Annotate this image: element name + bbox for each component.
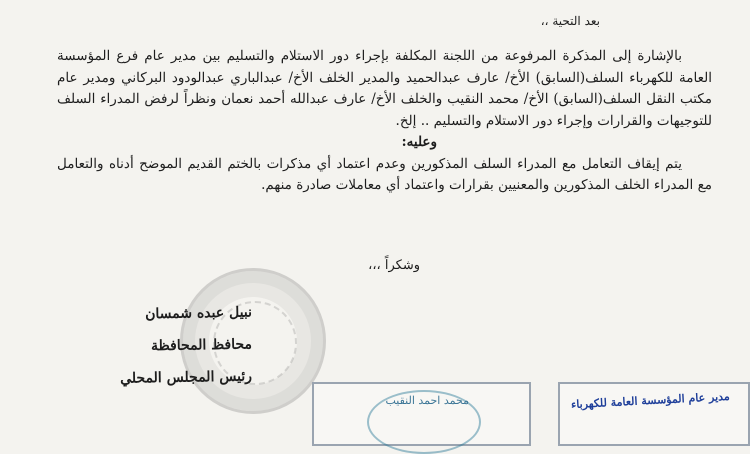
old-stamp-left — [312, 382, 531, 446]
greeting: بعد التحية ،، — [540, 14, 600, 28]
signatory-title: محافظ المحافظة — [150, 336, 253, 355]
signatory-subtitle: رئيس المجلس المحلي — [120, 368, 253, 387]
stamp-left-text: محمد احمد النقيب — [385, 394, 469, 407]
signature-block — [82, 298, 252, 394]
letter-body — [57, 46, 712, 197]
signatory-name: نبيل عبده شمسان — [145, 304, 253, 323]
stamp-right-text: مدير عام المؤسسة العامة للكهرباء — [570, 389, 731, 412]
old-stamp-right — [558, 382, 750, 446]
section-heading: وعليه: — [401, 134, 437, 150]
paragraph-reference: بالإشارة إلى المذكرة المرفوعة من اللجنة المكلفة بإجراء دور الاستلام والتسليم بين مدير عام فرع المؤسسة العامة للكهرباء السلف(السابق) الأخ/ عارف عبدالحميد والمدير الخلف الأخ/ عبدالباري عبدالودود البركاني ومدير عام مكتب النقل السلف(السابق) الأخ/ محمد النقيب والخلف الأخ/ عارف عبدالله أحمد نعمان ونظراً لرفض المدراء السلف للتوجيهات والقرارات وإجراء دور الاستلام والتسليم .. إلخ. — [57, 48, 712, 129]
closing-thanks: وشكراً ،،، — [368, 258, 420, 273]
paragraph-decision: يتم إيقاف التعامل مع المدراء السلف المذكورين وعدم اعتماد أي مذكرات بالختم القديم الموضح أدناه والتعامل مع المدراء الخلف المذكورين والمعنيين بقرارات واعتماد أي معاملات صادرة منهم. — [57, 155, 712, 193]
